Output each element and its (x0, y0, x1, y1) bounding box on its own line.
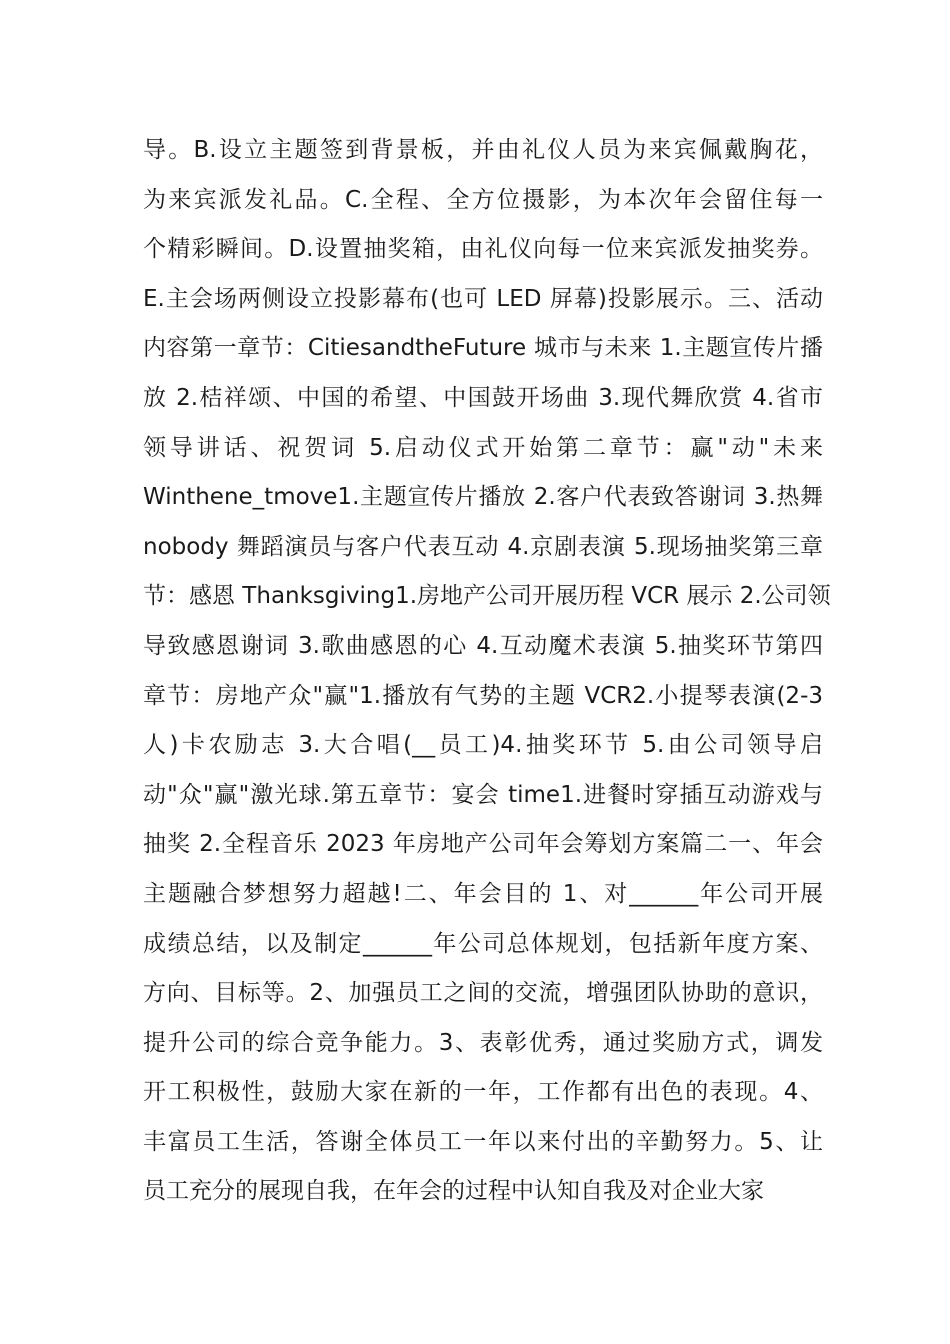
text-line: 开工积极性，鼓励大家在新的一年，工作都有出色的表现。4、 (143, 1079, 823, 1106)
text-line: 员工充分的展现自我，在年会的过程中认知自我及对企业大家 (143, 1178, 764, 1205)
text-line: 导。B.设立主题签到背景板，并由礼仪人员为来宾佩戴胸花， (143, 137, 823, 163)
text-line: 章节：房地产众"赢"1.播放有气势的主题 VCR2.小提琴表演(2-3 (143, 682, 823, 709)
text-line: 主题融合梦想努力超越!二、年会目的 1、对______年公司开展 (143, 880, 823, 907)
text-line: E.主会场两侧设立投影幕布(也可 LED 屏幕)投影展示。三、活动 (143, 285, 823, 312)
text-line: 动"众"赢"激光球.第五章节：宴会 time1.进餐时穿插互动游戏与 (143, 781, 823, 808)
text-line: 提升公司的综合竞争能力。3、表彰优秀，通过奖励方式，调发 (143, 1029, 823, 1056)
text-line: 个精彩瞬间。D.设置抽奖箱，由礼仪向每一位来宾派发抽奖券。 (143, 236, 823, 263)
text-line: 放 2.桔祥颂、中国的希望、中国鼓开场曲 3.现代舞欣赏 4.省市 (143, 384, 823, 411)
body-text (143, 126, 831, 1217)
text-line: 人)卡农励志 3.大合唱(__员工)4.抽奖环节 5.由公司领导启 (143, 732, 823, 759)
text-line: 成绩总结，以及制定______年公司总体规划，包括新年度方案、 (143, 930, 823, 957)
text-line: 方向、目标等。2、加强员工之间的交流，增强团队协助的意识， (143, 980, 823, 1007)
text-line: 导致感恩谢词 3.歌曲感恩的心 4.互动魔术表演 5.抽奖环节第四 (143, 632, 823, 659)
text-line: 内容第一章节：CitiesandtheFuture 城市与未来 1.主题宣传片播 (143, 335, 823, 362)
text-line: 领导讲话、祝贺词 5.启动仪式开始第二章节：赢"动"未来 (143, 434, 823, 461)
text-line: 丰富员工生活，答谢全体员工一年以来付出的辛勤努力。5、让 (143, 1128, 823, 1155)
text-line: 为来宾派发礼品。C.全程、全方位摄影，为本次年会留住每一 (143, 186, 823, 213)
text-line: 抽奖 2.全程音乐 2023 年房地产公司年会筹划方案篇二一、年会 (143, 831, 823, 858)
text-line: 节：感恩 Thanksgiving1.房地产公司开展历程 VCR 展示 2.公司领 (143, 583, 831, 610)
text-line: Winthene_tmove1.主题宣传片播放 2.客户代表致答谢词 3.热舞 (143, 484, 823, 511)
text-line: nobody 舞蹈演员与客户代表互动 4.京剧表演 5.现场抽奖第三章 (143, 533, 823, 560)
